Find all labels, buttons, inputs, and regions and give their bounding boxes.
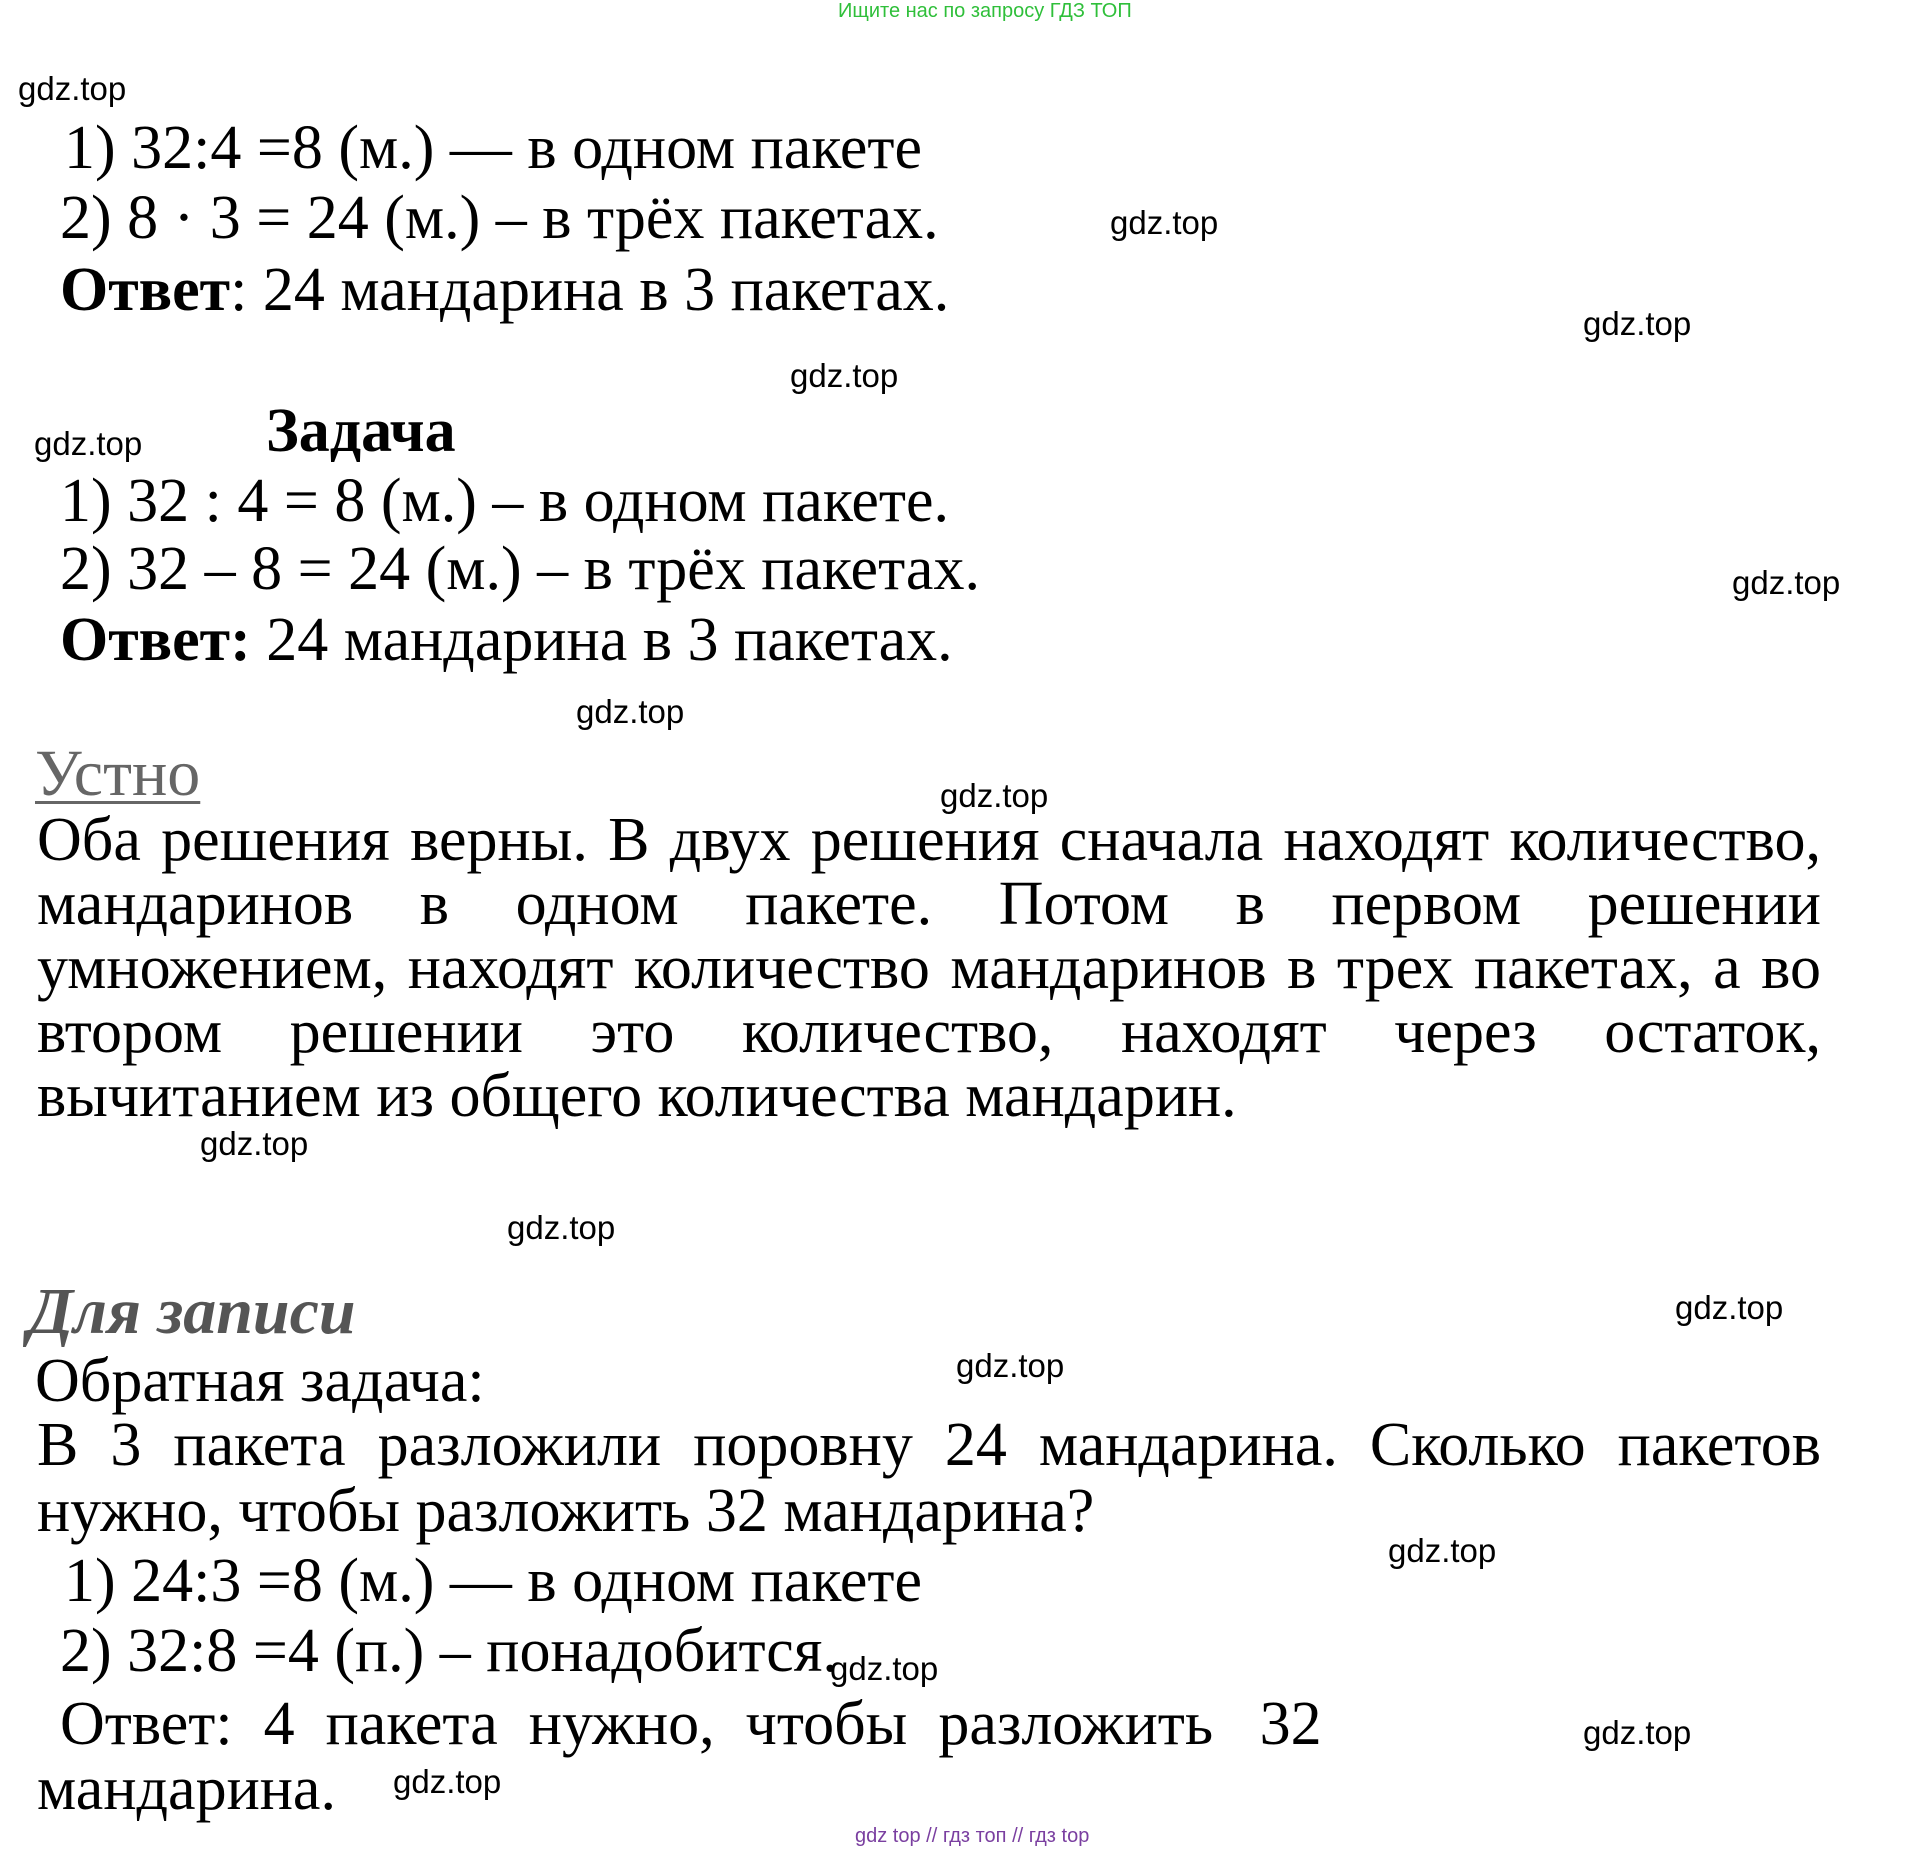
watermark: gdz.top bbox=[956, 1347, 1065, 1384]
task-title: Задача bbox=[266, 397, 456, 465]
watermark: gdz.top bbox=[1110, 204, 1219, 241]
watermark: gdz.top bbox=[393, 1763, 502, 1800]
footer-links: gdz top // гдз топ // гдз top bbox=[855, 1825, 1090, 1847]
answer-label: Ответ bbox=[60, 256, 231, 324]
watermark: gdz.top bbox=[34, 425, 143, 462]
top-search-note: Ищите нас по запросу ГДЗ ТОП bbox=[838, 0, 1132, 22]
solution2-step2: 2) 32 – 8 = 24 (м.) – в трёх пакетах. bbox=[60, 535, 980, 603]
solution2-answer bbox=[60, 606, 953, 674]
record-step2: 2) 32:8 =4 (п.) – понадобится. bbox=[60, 1617, 838, 1685]
watermark: gdz.top bbox=[18, 70, 127, 107]
record-step1: 1) 24:3 =8 (м.) — в одном пакете bbox=[64, 1547, 923, 1615]
solution2-step1: 1) 32 : 4 = 8 (м.) – в одном пакете. bbox=[60, 467, 950, 535]
record-answer-line1: Ответ: 4 пакета нужно, чтобы разложить 32 bbox=[60, 1690, 1322, 1758]
record-heading: Для записи bbox=[28, 1275, 356, 1348]
watermark: gdz.top bbox=[1675, 1289, 1784, 1326]
answer-label: Ответ: bbox=[60, 606, 251, 674]
watermark: gdz.top bbox=[576, 693, 685, 730]
watermark: gdz.top bbox=[830, 1650, 939, 1687]
watermark: gdz.top bbox=[200, 1125, 309, 1162]
solution1-step2: 2) 8 · 3 = 24 (м.) – в трёх пакетах. bbox=[60, 184, 939, 252]
record-answer-line2: мандарина. bbox=[37, 1755, 336, 1823]
watermark: gdz.top bbox=[1732, 564, 1841, 601]
solution1-answer bbox=[60, 256, 950, 324]
watermark: gdz.top bbox=[790, 357, 899, 394]
solution1-step1: 1) 32:4 =8 (м.) — в одном пакете bbox=[64, 114, 923, 182]
watermark: gdz.top bbox=[1583, 305, 1692, 342]
watermark: gdz.top bbox=[940, 777, 1049, 814]
watermark: gdz.top bbox=[507, 1209, 616, 1246]
reverse-task-problem: В 3 пакета разложили поровну 24 мандарина. Сколько пакетов нужно, чтобы разложить 32 мандарина? bbox=[37, 1411, 1821, 1545]
watermark: gdz.top bbox=[1583, 1714, 1692, 1751]
watermark: gdz.top bbox=[1388, 1532, 1497, 1569]
answer-text: 24 мандарина в 3 пакетах. bbox=[250, 606, 953, 674]
oral-text: Оба решения верны. В двух решения сначала находят количество, мандаринов в одном пакете. Потом в первом решении умножением, находят количество мандаринов в трех пакетах, а во втором решении это количество, находят через остаток, вычитанием из общего количества мандарин. bbox=[37, 806, 1821, 1130]
answer-text: : 24 мандарина в 3 пакетах. bbox=[230, 256, 950, 324]
reverse-task-label: Обратная задача: bbox=[35, 1347, 485, 1415]
oral-heading: Устно bbox=[35, 737, 201, 810]
